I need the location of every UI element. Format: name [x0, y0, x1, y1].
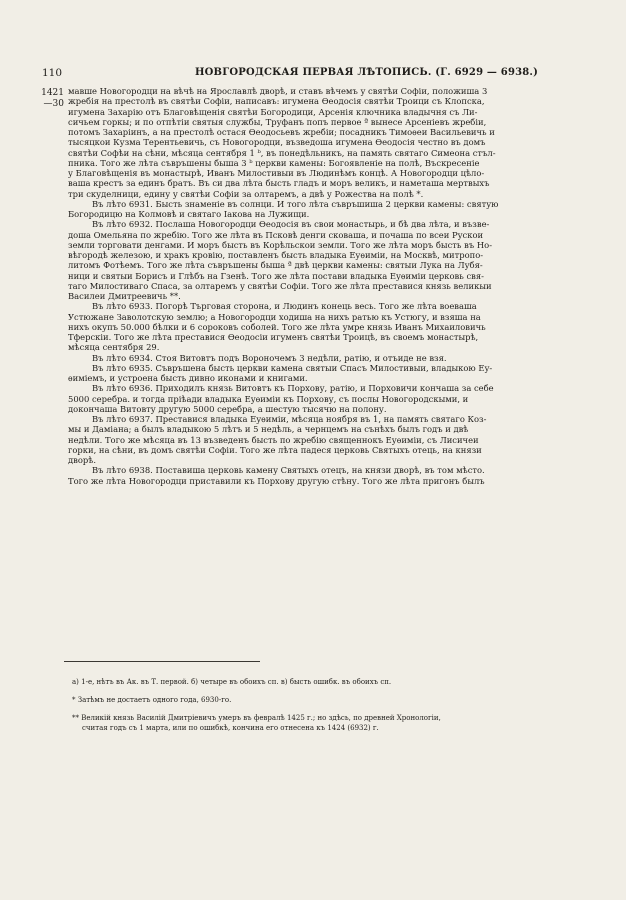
text-line: Въ лѣто 6933. Погорѣ Търговая сторона, и Людинъ конець весь. Того же лѣта воеваша: [92, 301, 477, 312]
text-line: мавше Новогородци на вѣчѣ на Ярославлѣ дворѣ, и ставъ вѣчемъ у святѣи Софіи, положиша 3: [68, 86, 488, 96]
margin-year-start: 1421: [41, 88, 64, 98]
text-line: докончаша Витовту другую 5000 серебра, а шестую тысячю на полону.: [68, 403, 387, 414]
running-header: [40, 66, 600, 80]
text-line: у Благовѣщенія въ монастырѣ, Иванъ Милостивыи въ Людинѣмъ концѣ. А Новогородци цѣло-: [68, 168, 485, 178]
footnote-star: * Затѣмъ не достаетъ одного года, 6930-го.: [72, 696, 232, 704]
text-line: Василеи Дмитреевичь **.: [68, 291, 181, 301]
text-line: 5000 серебра. и тогда пріѣади владыка Еуѳиміи къ Порхову, съ послы Новогородскыми, и: [68, 393, 469, 404]
text-line: ници и святыи Борисъ и Глѣбъ на Гзенѣ. Того же лѣта постави владыка Еуѳиміи церковь свя-: [68, 270, 485, 281]
text-line: горки, на сѣни, въ домъ святѣи Софіи. Того же лѣта падеся церковь Святыхъ отець, на князи: [68, 444, 482, 455]
text-line: Тферскіи. Того же лѣта преставися Ѳеодосіи игуменъ святѣи Троицѣ, въ своемъ монастырѣ,: [68, 332, 479, 342]
footnote-variants: а) 1-е, нѣтъ въ Ак. въ Т. первой. б) четыре въ обоихъ сп. в) бысть ошибк. въ обоихъ сп.: [72, 678, 392, 686]
text-line: вѣгородѣ железою, и хракъ кровію, поставленъ бысть владыка Еуѳиміи, на Москвѣ, митропо-: [68, 250, 484, 260]
text-line: недѣли. Того же мѣсяца въ 13 възведенъ бысть по жребію священнокъ Еуѳиміи, съ Лисичеи: [68, 434, 479, 445]
text-line: Богородицю на Колмовѣ и святаго Іакова на Лужищи.: [68, 209, 310, 219]
chronicle-text: [68, 86, 610, 486]
running-title: НОВГОРОДСКАЯ ПЕРВАЯ ЛѢТОПИСЬ. (Г. 6929 — 6938.): [195, 67, 539, 78]
text-line: Въ лѣто 6936. Приходилъ князь Витовтъ къ Порхову, ратію, и Порховичи кончаша за себе: [92, 383, 494, 394]
footnote-double-star-cont: считая годъ съ 1 марта, или по ошибкѣ, кончина его отнесена къ 1424 (6932) г.: [82, 724, 379, 732]
margin-year-range: [36, 88, 64, 110]
text-line: таго Милостиваго Спаса, за олтаремъ у святѣи Софіи. Того же лѣта преставися князь великыи: [68, 280, 492, 291]
text-line: земли торговати денгами. И моръ бысть въ Корѣльскои земли. Того же лѣта моръ бысть въ Но-: [68, 239, 493, 250]
text-line: Въ лѣто 6932. Послаша Новогородци Ѳеодосія въ свои монастырь, и бѣ два лѣта, и възве-: [92, 219, 490, 230]
text-line: три скуделници, едину у святѣи Софіи за олтаремъ, а двѣ у Рожества на полѣ *.: [68, 188, 424, 199]
text-line: тысяцкои Кузма Терентьевичь, съ Новогородци, възведоша игумена Ѳеодосія честно въ домъ: [68, 137, 486, 148]
text-line: нихъ окупъ 50.000 бѣлки и 6 сороковъ соболей. Того же лѣта умре князь Иванъ Михаиловичь: [68, 321, 486, 332]
text-line: доша Омельяна по жребію. Того же лѣта въ Псковѣ денги сковаша, и почаша по всеи Рускои: [68, 229, 484, 240]
text-line: святѣи Софѣи на сѣни, мѣсяца сентября 1 ᵇ, въ понедѣльникъ, на память святаго Симеона стъл-: [68, 147, 496, 158]
text-line: жребія на престолѣ въ святѣи Софіи, написавъ: игумена Ѳеодосія святѣи Троици съ Клопска,: [68, 96, 485, 107]
text-line: мы и Даміана; а былъ владыкою 5 лѣтъ и 5 недѣль, а чернцемъ на сънѣхъ былъ годъ и двѣ: [68, 424, 469, 435]
text-line: мѣсяца сентября 29.: [68, 342, 160, 353]
text-line: потомъ Захаріинъ, а на престолѣ остася Ѳеодосьевъ жребіи; посадникъ Тимоѳеи Васильевичь и: [68, 127, 495, 137]
text-line: Въ лѣто 6934. Стоя Витовтъ подъ Вороночемъ 3 недѣли, ратію, и отъиде не взя.: [92, 352, 447, 363]
page-number: 110: [42, 67, 63, 79]
text-line: Въ лѣто 6937. Преставися владыка Еуѳиміи, мѣсяца ноября въ 1, на память святаго Коз-: [92, 414, 487, 424]
text-line: пника. Того же лѣта съвръшены быша 3 ᵇ церкви камены: Богоявленіе на полѣ, Въскресеніе: [68, 157, 480, 168]
text-line: ваша крестъ за единъ братъ. Въ си два лѣта бысть гладъ и моръ великъ, и наметаша мертвыхъ: [68, 178, 490, 189]
text-line: дворѣ.: [68, 455, 96, 465]
text-line: Въ лѣто 6935. Съвръшена бысть церкви камена святыи Спасъ Милостивыи, владыкою Еу-: [92, 362, 493, 373]
text-line: ѳиміемъ, и устроена бысть дивно иконами и книгами.: [68, 373, 308, 383]
text-line: литомъ Фотѣемъ. Того же лѣта съвръшены быша ª двѣ церкви камены: святыи Лука на Лубя-: [68, 260, 483, 271]
text-line: Устюжане Заволотскую землю; а Новогородци ходиша на нихъ ратью къ Устюгу, и взяша на: [68, 311, 481, 322]
text-line: Въ лѣто 6931. Бысть знаменіе въ солнци. И того лѣта съвръшиша 2 церкви камены: святую: [92, 198, 499, 209]
footnote-rule: [64, 661, 260, 662]
footnotes: [72, 677, 602, 733]
text-line: сичьем горкы; и по отпѣтіи святыя службы, Труфанъ попъ первое ª вынесе Арсеніевъ жребіи,: [68, 116, 487, 127]
footnote-double-star: ** Великій князь Василій Дмитріевичъ умеръ въ февралѣ 1425 г.; но здѣсь, по древней Хронологіи,: [72, 714, 441, 722]
text-line: Въ лѣто 6938. Поставиша церковь камену Святыхъ отецъ, на князи дворѣ, въ том мѣсто.: [92, 465, 485, 476]
margin-year-end: —30: [43, 99, 64, 109]
text-line: игумена Захарію отъ Благовѣщенія святѣи Богородици, Арсенія ключника владычня съ Ли-: [68, 106, 478, 117]
text-line: Того же лѣта Новогородци приставили къ Порхову другую стѣну. Того же лѣта пригонъ былъ: [68, 475, 485, 486]
